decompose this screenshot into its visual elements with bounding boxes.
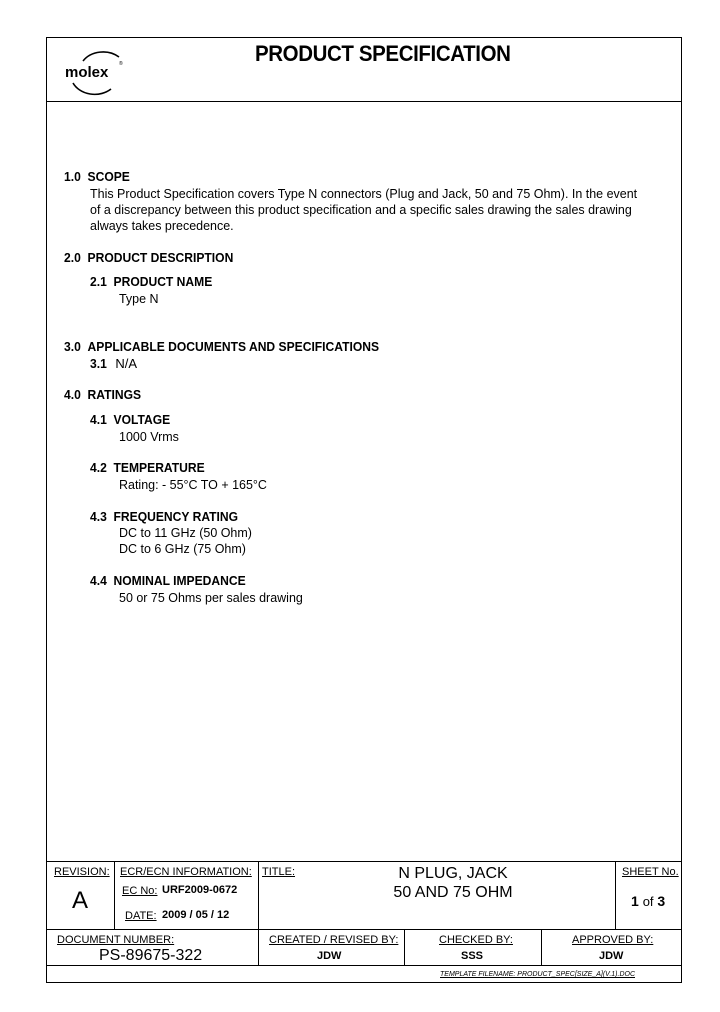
page-header <box>47 38 681 102</box>
doc-number-label: DOCUMENT NUMBER: <box>57 934 175 946</box>
created-by-value: JDW <box>317 950 342 962</box>
sheet-number: 1 of 3 <box>631 893 666 909</box>
svg-text:®: ® <box>119 61 123 67</box>
scope-line-2: of a discrepancy between this product specification and a specific sales drawing the sales drawing <box>90 202 632 217</box>
section-4-2-heading: 4.2 TEMPERATURE <box>90 460 205 475</box>
section-3-heading: 3.0 APPLICABLE DOCUMENTS AND SPECIFICATIONS <box>64 339 380 354</box>
ec-no-value: URF2009-0672 <box>162 884 238 896</box>
logo-text: molex <box>65 64 109 81</box>
scope-line-3: always takes precedence. <box>90 218 234 233</box>
section-2-1-heading: 2.1 PRODUCT NAME <box>90 274 213 289</box>
page-frame <box>46 37 682 983</box>
ecr-label: ECR/ECN INFORMATION: <box>120 866 252 878</box>
molex-logo <box>61 47 127 97</box>
approved-by-value: JDW <box>599 950 624 962</box>
section-3-1: 3.1 N/A <box>90 356 137 371</box>
voltage-value: 1000 Vrms <box>119 429 179 444</box>
revision-value: A <box>72 887 89 914</box>
title-line-1: N PLUG, JACK <box>398 865 508 882</box>
frequency-line-2: DC to 6 GHz (75 Ohm) <box>119 541 246 556</box>
checked-by-value: SSS <box>461 950 484 962</box>
revision-label: REVISION: <box>54 866 110 878</box>
ec-no-label: EC No: <box>122 885 158 897</box>
section-4-1-heading: 4.1 VOLTAGE <box>90 412 171 427</box>
sheet-label: SHEET No. <box>622 866 679 878</box>
section-4-4-heading: 4.4 NOMINAL IMPEDANCE <box>90 573 246 588</box>
checked-by-label: CHECKED BY: <box>439 934 513 946</box>
title-line-2: 50 AND 75 OHM <box>393 884 513 901</box>
title-block <box>47 861 681 983</box>
frequency-line-1: DC to 11 GHz (50 Ohm) <box>119 525 252 540</box>
scope-line-1: This Product Specification covers Type N connectors (Plug and Jack, 50 and 75 Ohm). In the event <box>90 186 638 201</box>
document-title: PRODUCT SPECIFICATION <box>255 41 511 66</box>
approved-by-label: APPROVED BY: <box>572 934 654 946</box>
section-2-heading: 2.0 PRODUCT DESCRIPTION <box>64 250 234 265</box>
doc-number-value: PS-89675-322 <box>99 947 203 964</box>
template-filename: TEMPLATE FILENAME: PRODUCT_SPEC[SIZE_A](V.1).DOC <box>440 971 635 978</box>
impedance-value: 50 or 75 Ohms per sales drawing <box>119 590 303 605</box>
product-name-value: Type N <box>119 291 159 306</box>
date-label: DATE: <box>125 910 157 922</box>
title-label: TITLE: <box>262 866 296 878</box>
date-value: 2009 / 05 / 12 <box>162 909 230 921</box>
section-4-3-heading: 4.3 FREQUENCY RATING <box>90 509 239 524</box>
section-4-heading: 4.0 RATINGS <box>64 387 142 402</box>
temperature-value: Rating: - 55°C TO + 165°C <box>119 477 267 492</box>
created-by-label: CREATED / REVISED BY: <box>269 934 399 946</box>
section-1-heading: 1.0 SCOPE <box>64 169 130 184</box>
